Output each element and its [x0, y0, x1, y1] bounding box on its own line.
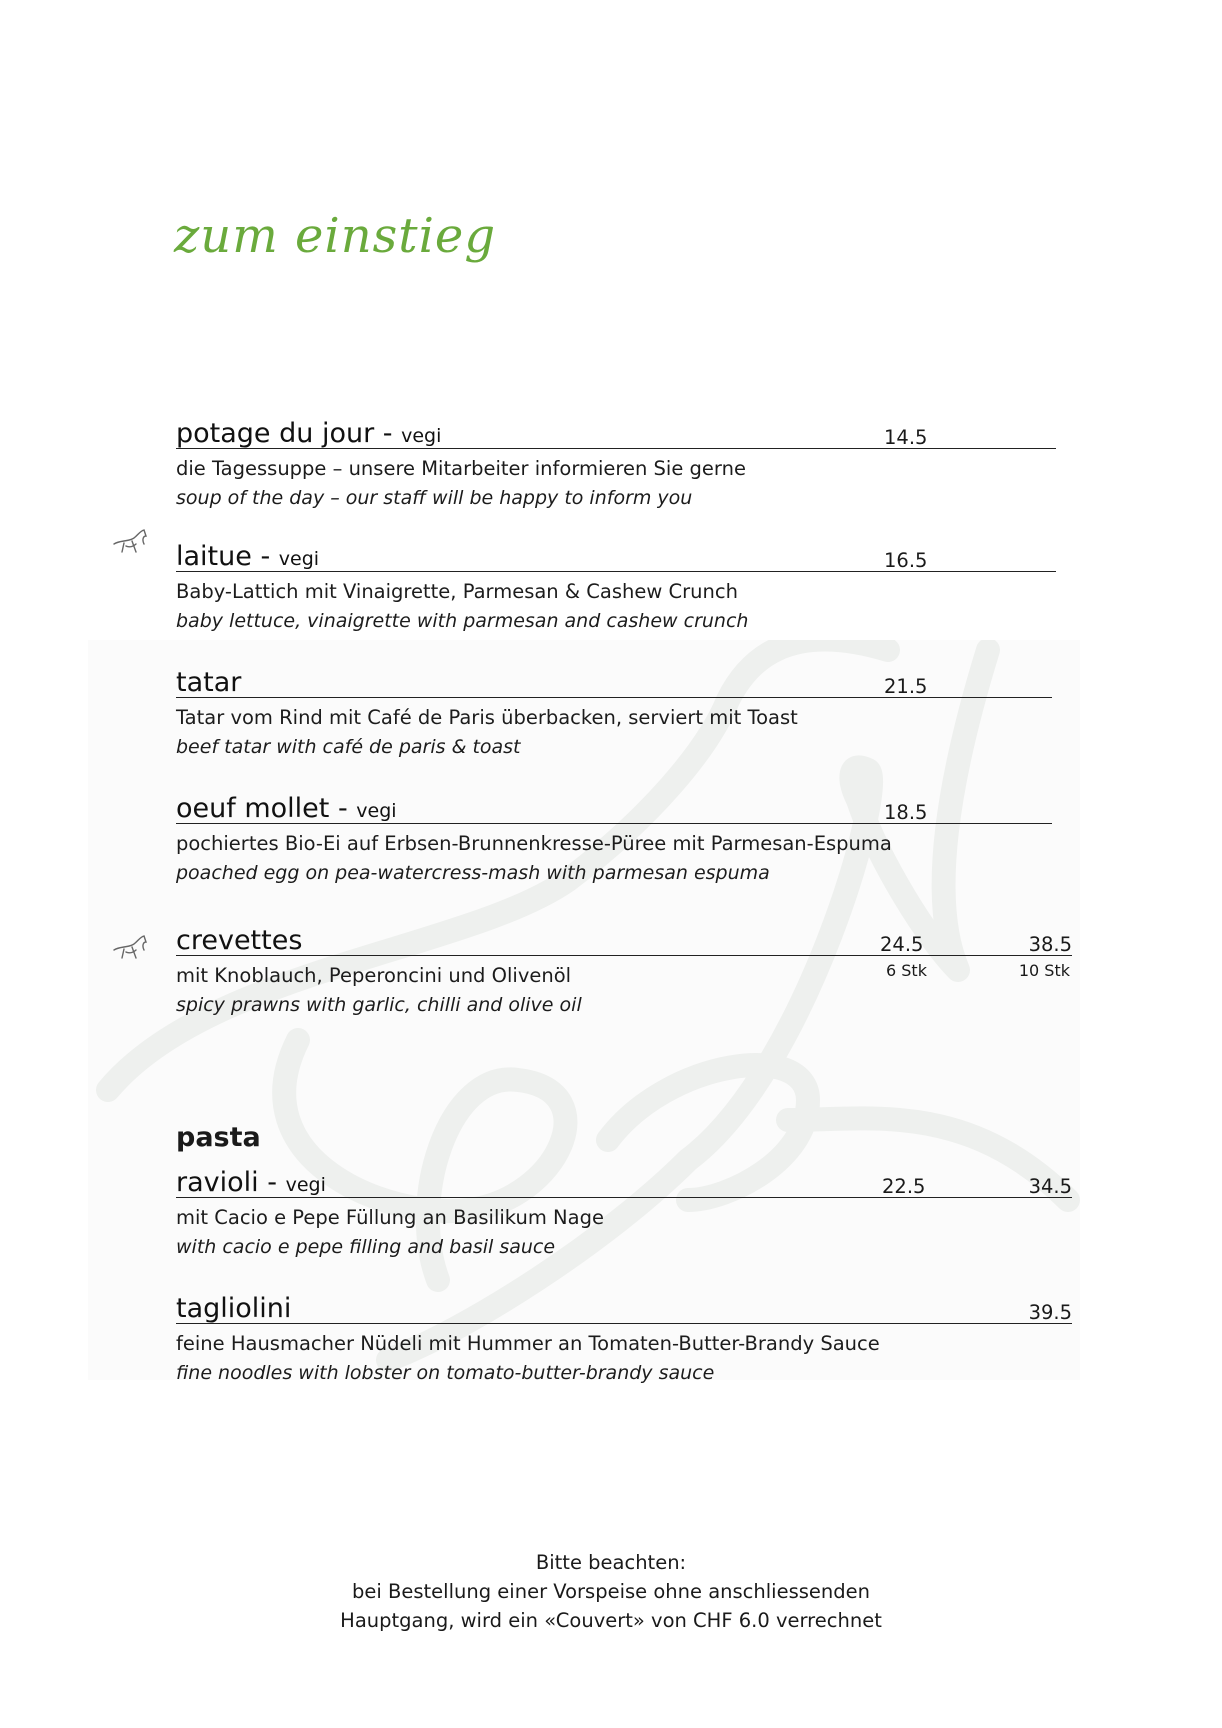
- notice-line: Hauptgang, wird ein «Couvert» von CHF 6.0 verrechnet: [340, 1609, 882, 1632]
- couvert-notice: [0, 1548, 1222, 1635]
- item-description-de: Baby-Lattich mit Vinaigrette, Parmesan & Cashew Crunch: [176, 580, 738, 603]
- menu-item: [176, 410, 1072, 509]
- item-description-de: Tatar vom Rind mit Café de Paris überbacken, serviert mit Toast: [176, 706, 798, 729]
- item-name: oeuf mollet - vegi: [176, 793, 397, 824]
- item-description-en: with cacio e pepe filling and basil sauce: [176, 1236, 556, 1258]
- vegi-tag: vegi: [278, 548, 320, 570]
- item-description-en: soup of the day – our staff will be happy to inform you: [176, 487, 693, 509]
- item-price: 16.5: [884, 549, 928, 572]
- item-price: 21.5: [884, 675, 928, 698]
- item-name: laitue - vegi: [176, 541, 320, 572]
- item-price: 39.5: [1028, 1301, 1072, 1324]
- menu-item-header: [176, 410, 1056, 449]
- item-price-small: 24.5: [880, 933, 924, 956]
- item-description-de: die Tagessuppe – unsere Mitarbeiter informieren Sie gerne: [176, 457, 746, 480]
- portion-large: 10 Stk: [1018, 961, 1070, 980]
- item-name: potage du jour - vegi: [176, 418, 442, 449]
- menu-item: [176, 659, 1072, 758]
- menu-item-header: [176, 1285, 1072, 1324]
- item-price: 14.5: [884, 426, 928, 449]
- item-name: tagliolini: [176, 1293, 292, 1324]
- menu-item: [176, 917, 1072, 1016]
- item-price-small: 22.5: [882, 1175, 926, 1198]
- vegi-tag: vegi: [401, 425, 442, 447]
- item-description-de: feine Hausmacher Nüdeli mit Hummer an Tomaten-Butter-Brandy Sauce: [176, 1332, 880, 1355]
- horse-icon: [110, 932, 150, 962]
- item-name: crevettes: [176, 925, 303, 956]
- item-name: ravioli - vegi: [176, 1167, 326, 1198]
- item-price-large: 34.5: [1028, 1175, 1072, 1198]
- item-name: tatar: [176, 667, 242, 698]
- portion-small: 6 Stk: [886, 961, 927, 980]
- item-price: 18.5: [884, 801, 928, 824]
- menu-item-header: [176, 533, 1056, 572]
- menu-item-header: [176, 785, 1052, 824]
- item-description-en: beef tatar with café de paris & toast: [176, 736, 521, 758]
- notice-line: Bitte beachten:: [535, 1551, 687, 1574]
- item-description-de: pochiertes Bio-Ei auf Erbsen-Brunnenkresse-Püree mit Parmesan-Espuma: [176, 832, 892, 855]
- horse-icon: [110, 526, 150, 556]
- item-description-en: fine noodles with lobster on tomato-butter-brandy sauce: [176, 1362, 715, 1384]
- vegi-tag: vegi: [285, 1174, 326, 1196]
- menu-item: [176, 1285, 1072, 1384]
- item-description-en: poached egg on pea-watercress-mash with parmesan espuma: [176, 862, 770, 884]
- item-price-large: 38.5: [1028, 933, 1072, 956]
- menu-item: [176, 533, 1072, 632]
- menu-item-header: [176, 1159, 1072, 1198]
- section-heading-pasta: pasta: [176, 1122, 261, 1153]
- menu-item: [176, 1159, 1072, 1258]
- item-description-en: baby lettuce, vinaigrette with parmesan and cashew crunch: [176, 610, 749, 632]
- item-description-de: mit Knoblauch, Peperoncini und Olivenöl: [176, 964, 572, 987]
- item-description-de: mit Cacio e Pepe Füllung an Basilikum Nage: [176, 1206, 604, 1229]
- menu-item: [176, 785, 1072, 884]
- item-description-en: spicy prawns with garlic, chilli and olive oil: [176, 994, 582, 1016]
- vegi-tag: vegi: [356, 800, 397, 822]
- page-title: zum einstieg: [174, 208, 497, 264]
- notice-line: bei Bestellung einer Vorspeise ohne anschliessenden: [352, 1580, 870, 1603]
- menu-item-header: [176, 659, 1052, 698]
